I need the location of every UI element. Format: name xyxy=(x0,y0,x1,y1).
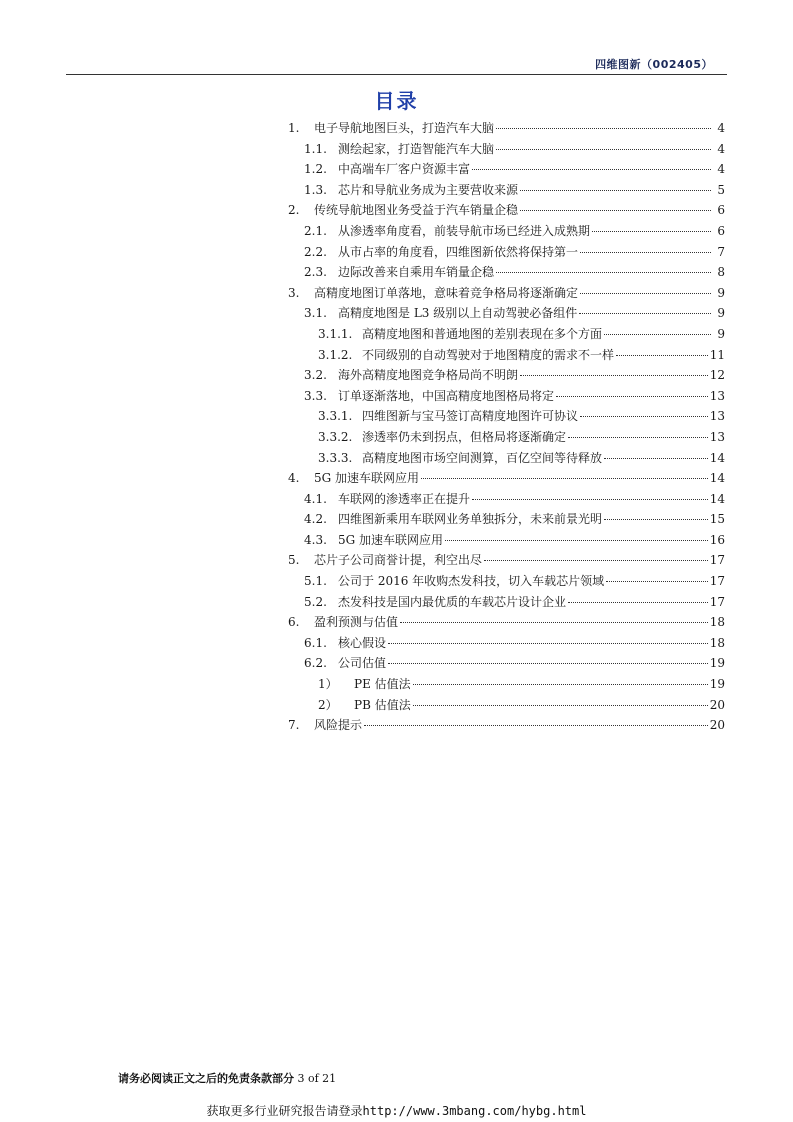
toc-entry-page: 20 xyxy=(709,718,725,733)
toc-entry[interactable] xyxy=(288,612,725,633)
toc-entry[interactable] xyxy=(288,406,725,427)
toc-entry-page: 17 xyxy=(709,594,725,609)
toc-dot-leader xyxy=(520,190,711,191)
toc-entry[interactable] xyxy=(288,386,725,407)
toc-dot-leader xyxy=(388,663,708,664)
toc-entry[interactable] xyxy=(288,633,725,654)
toc-title: 目录 xyxy=(374,89,419,113)
toc-entry-title: 5G 加速车联网应用 xyxy=(338,532,444,547)
toc-entry-page: 5 xyxy=(717,182,725,197)
toc-entry-page: 4 xyxy=(717,121,725,135)
toc-entry[interactable] xyxy=(288,200,725,221)
toc-entry-title: 四维图新与宝马签订高精度地图许可协议 xyxy=(362,409,579,424)
toc-entry-title: PE 估值法 xyxy=(354,677,411,692)
toc-entry-title: 核心假设 xyxy=(338,635,387,650)
toc-dot-leader xyxy=(472,169,711,170)
toc-entry-title: 车联网的渗透率正在提升 xyxy=(338,491,471,506)
toc-entry-title: 盈利预测与估值 xyxy=(314,615,399,630)
toc-dot-leader xyxy=(400,622,708,623)
toc-entry-number: 3.1.1. xyxy=(318,326,353,341)
toc-entry[interactable] xyxy=(288,448,725,469)
toc-entry-number: 2.2. xyxy=(304,244,327,259)
toc-entry[interactable] xyxy=(288,139,725,160)
toc-entry-page: 7 xyxy=(717,244,725,259)
toc-entry-page: 12 xyxy=(709,368,725,383)
toc-entry-title: 芯片和导航业务成为主要营收来源 xyxy=(338,182,519,197)
toc-entry[interactable] xyxy=(288,468,725,489)
toc-entry-title: 高精度地图是 L3 级别以上自动驾驶必备组件 xyxy=(338,306,578,321)
toc-entry[interactable] xyxy=(288,324,725,345)
toc-entry-number: 6.2. xyxy=(304,656,327,671)
toc-dot-leader xyxy=(520,210,711,211)
toc-entry-number: 5.1. xyxy=(304,574,327,589)
toc-entry-page: 18 xyxy=(709,615,725,630)
toc-entry-number: 2） xyxy=(318,697,338,712)
toc-entry-title: 渗透率仍未到拐点，但格局将逐渐确定 xyxy=(362,429,567,444)
toc-entry-page: 20 xyxy=(709,697,725,712)
footer-promo-link[interactable]: http://www.3mbang.com/hybg.html xyxy=(362,1104,587,1118)
toc-entry-title: 从市占率的角度看，四维图新依然将保持第一 xyxy=(338,244,579,259)
toc-entry[interactable] xyxy=(288,159,725,180)
toc-entry-page: 13 xyxy=(709,388,725,403)
toc-entry-title: 高精度地图市场空间测算，百亿空间等待释放 xyxy=(362,450,603,465)
toc-entry[interactable] xyxy=(288,592,725,613)
toc-dot-leader xyxy=(580,416,708,417)
toc-entry-page: 4 xyxy=(717,162,725,177)
toc-entry-number: 3.1.2. xyxy=(318,347,353,362)
disclaimer-text: 请务必阅读正文之后的免责条款部分 xyxy=(118,1072,294,1085)
toc-entry-title: 5G 加速车联网应用 xyxy=(314,471,420,486)
toc-entry[interactable] xyxy=(288,180,725,201)
toc-entry-number: 1.2. xyxy=(304,162,327,177)
toc-entry-number: 3.3.1. xyxy=(318,409,353,424)
toc-entry[interactable] xyxy=(288,550,725,571)
toc-entry-page: 11 xyxy=(709,347,725,362)
toc-dot-leader xyxy=(604,519,708,520)
toc-entry[interactable] xyxy=(288,509,725,530)
toc-entry[interactable] xyxy=(288,674,725,695)
toc-entry-number: 3.2. xyxy=(304,368,327,383)
toc-entry[interactable] xyxy=(288,221,725,242)
toc-dot-leader xyxy=(604,334,711,335)
toc-entry-title: 边际改善来自乘用车销量企稳 xyxy=(338,265,495,280)
toc-entry[interactable] xyxy=(288,653,725,674)
toc-entry-number: 5.2. xyxy=(304,594,327,609)
toc-entry-page: 4 xyxy=(717,141,725,156)
toc-entry-page: 17 xyxy=(709,553,725,568)
toc-dot-leader xyxy=(580,293,711,294)
toc-entry[interactable] xyxy=(288,695,725,716)
toc-entry-number: 2.1. xyxy=(304,223,327,238)
toc-entry-number: 6. xyxy=(288,615,300,630)
toc-entry[interactable] xyxy=(288,715,725,736)
toc-dot-leader xyxy=(364,725,708,726)
toc-entry-number: 1.3. xyxy=(304,182,327,197)
page-number: 3 of 21 xyxy=(297,1072,337,1085)
toc-dot-leader xyxy=(413,684,708,685)
toc-entry[interactable] xyxy=(288,303,725,324)
toc-entry-page: 18 xyxy=(709,635,725,650)
toc-entry-page: 16 xyxy=(709,532,725,547)
toc-entry-title: 订单逐渐落地，中国高精度地图格局将定 xyxy=(338,388,555,403)
toc-entry[interactable] xyxy=(288,242,725,263)
toc-entry[interactable] xyxy=(288,427,725,448)
toc-dot-leader xyxy=(388,643,708,644)
toc-dot-leader xyxy=(579,313,711,314)
toc-dot-leader xyxy=(445,540,708,541)
toc-entry-number: 2. xyxy=(288,203,300,218)
toc-entry-page: 19 xyxy=(709,656,725,671)
toc-dot-leader xyxy=(496,128,711,129)
toc-entry[interactable] xyxy=(288,571,725,592)
toc-entry-title: 高精度地图订单落地，意味着竞争格局将逐渐确定 xyxy=(314,285,579,300)
toc-entry-number: 4.3. xyxy=(304,532,327,547)
toc-entry-number: 5. xyxy=(288,553,300,568)
toc-entry-title: 高精度地图和普通地图的差别表现在多个方面 xyxy=(362,326,603,341)
toc-entry-title: 测绘起家，打造智能汽车大脑 xyxy=(338,141,495,156)
toc-entry-number: 3. xyxy=(288,285,300,300)
toc-entry-number: 4.1. xyxy=(304,491,327,506)
toc-entry-page: 9 xyxy=(717,326,725,341)
toc-entry-title: 从渗透率角度看，前装导航市场已经进入成熟期 xyxy=(338,223,591,238)
toc-entry-page: 14 xyxy=(709,471,725,486)
toc-entry-page: 9 xyxy=(717,306,725,321)
toc-entry-title: 公司于 2016 年收购杰发科技，切入车载芯片领域 xyxy=(338,574,605,589)
footer-disclaimer xyxy=(118,1070,336,1086)
toc-entry-title: 芯片子公司商誉计提，利空出尽 xyxy=(314,553,483,568)
toc-entry-number: 1） xyxy=(318,677,338,692)
toc-entry-page: 17 xyxy=(709,574,725,589)
toc-entry-title: 四维图新乘用车联网业务单独拆分，未来前景光明 xyxy=(338,512,603,527)
toc-entry-page: 6 xyxy=(717,203,725,218)
toc-entry[interactable] xyxy=(288,489,725,510)
toc-dot-leader xyxy=(606,581,708,582)
toc-dot-leader xyxy=(568,602,708,603)
toc-dot-leader xyxy=(496,149,711,150)
header-company-name: 四维图新（002405） xyxy=(595,58,713,71)
toc-entry-number: 1. xyxy=(288,121,300,135)
toc-entry-number: 3.3.3. xyxy=(318,450,353,465)
toc-dot-leader xyxy=(484,560,708,561)
toc-entry-title: 公司估值 xyxy=(338,656,387,671)
toc-entry-page: 14 xyxy=(709,450,725,465)
toc-entry[interactable] xyxy=(288,262,725,283)
toc-entry-title: PB 估值法 xyxy=(354,697,411,712)
toc-entry-title: 电子导航地图巨头，打造汽车大脑 xyxy=(314,121,495,135)
toc-entry-number: 3.3. xyxy=(304,388,327,403)
table-of-contents xyxy=(288,118,725,736)
toc-dot-leader xyxy=(616,355,708,356)
toc-entry-number: 3.1. xyxy=(304,306,327,321)
toc-entry-page: 6 xyxy=(717,223,725,238)
header-divider xyxy=(66,74,727,75)
toc-entry-number: 2.3. xyxy=(304,265,327,280)
toc-entry-number: 1.1. xyxy=(304,141,327,156)
toc-entry-title: 传统导航地图业务受益于汽车销量企稳 xyxy=(314,203,519,218)
toc-entry[interactable] xyxy=(288,345,725,366)
toc-entry-page: 9 xyxy=(717,285,725,300)
toc-dot-leader xyxy=(413,705,708,706)
toc-entry-title: 中高端车厂客户资源丰富 xyxy=(338,162,471,177)
toc-entry-page: 13 xyxy=(709,429,725,444)
toc-entry-page: 15 xyxy=(709,512,725,527)
toc-entry-number: 6.1. xyxy=(304,635,327,650)
toc-dot-leader xyxy=(580,252,711,253)
footer-promo xyxy=(0,1102,793,1119)
toc-entry-title: 不同级别的自动驾驶对于地图精度的需求不一样 xyxy=(362,347,615,362)
toc-entry[interactable] xyxy=(288,118,725,139)
toc-entry-page: 14 xyxy=(709,491,725,506)
toc-entry-title: 风险提示 xyxy=(314,718,363,733)
toc-dot-leader xyxy=(568,437,708,438)
toc-dot-leader xyxy=(496,272,711,273)
toc-entry-number: 7. xyxy=(288,718,300,733)
toc-entry-number: 3.3.2. xyxy=(318,429,353,444)
toc-entry-number: 4. xyxy=(288,471,300,486)
toc-entry-title: 杰发科技是国内最优质的车载芯片设计企业 xyxy=(338,594,567,609)
toc-dot-leader xyxy=(421,478,708,479)
toc-entry-page: 19 xyxy=(709,677,725,692)
toc-entry-title: 海外高精度地图竞争格局尚不明朗 xyxy=(338,368,519,383)
toc-entry[interactable] xyxy=(288,365,725,386)
toc-entry-number: 4.2. xyxy=(304,512,327,527)
footer-promo-text: 获取更多行业研究报告请登录 xyxy=(206,1104,363,1118)
toc-entry-page: 8 xyxy=(717,265,725,280)
toc-dot-leader xyxy=(520,375,708,376)
toc-dot-leader xyxy=(556,396,708,397)
toc-entry-page: 13 xyxy=(709,409,725,424)
toc-entry[interactable] xyxy=(288,530,725,551)
toc-dot-leader xyxy=(592,231,711,232)
toc-entry[interactable] xyxy=(288,283,725,304)
toc-dot-leader xyxy=(604,458,708,459)
toc-dot-leader xyxy=(472,499,708,500)
